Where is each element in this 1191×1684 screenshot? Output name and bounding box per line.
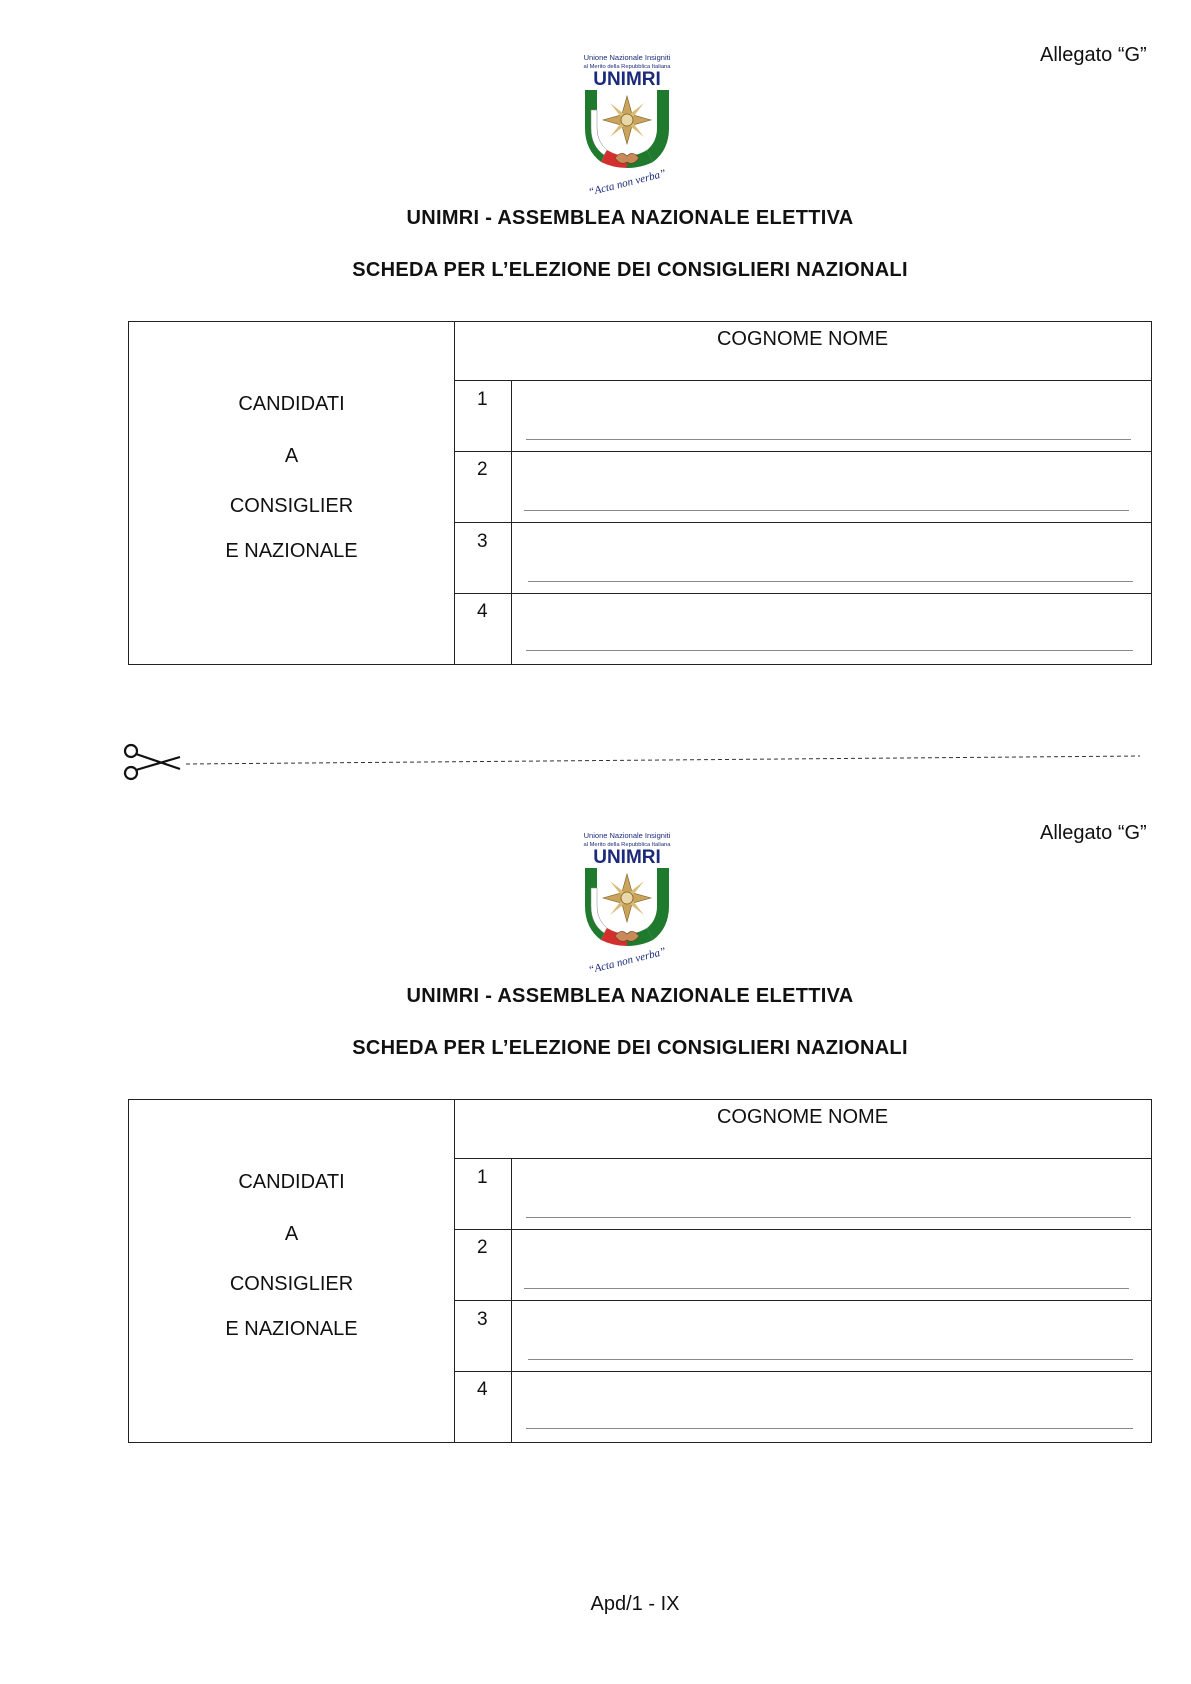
row-number: 4 bbox=[477, 601, 488, 622]
row-number: 3 bbox=[477, 531, 488, 552]
unimri-logo bbox=[577, 828, 677, 978]
candidate-label-line: CANDIDATI bbox=[238, 1171, 345, 1193]
ballot-title: SCHEDA PER L’ELEZIONE DEI CONSIGLIERI NAZIONALI bbox=[352, 1037, 908, 1059]
name-fill-line[interactable] bbox=[526, 650, 1133, 651]
name-fill-line[interactable] bbox=[524, 1288, 1129, 1289]
page-footer: Apd/1 - IX bbox=[590, 1593, 680, 1615]
candidate-label-line: E NAZIONALE bbox=[225, 1318, 358, 1340]
row-number: 1 bbox=[477, 1167, 488, 1188]
candidate-label-line: A bbox=[284, 1223, 299, 1245]
name-fill-line[interactable] bbox=[526, 439, 1131, 440]
candidate-label-line: CANDIDATI bbox=[238, 393, 345, 415]
row-number: 1 bbox=[477, 389, 488, 410]
annex-label: Allegato “G” bbox=[1040, 44, 1147, 66]
assembly-title: UNIMRI - ASSEMBLEA NAZIONALE ELETTIVA bbox=[406, 207, 854, 229]
ballot-title: SCHEDA PER L’ELEZIONE DEI CONSIGLIERI NAZIONALI bbox=[352, 259, 908, 281]
name-fill-line[interactable] bbox=[524, 510, 1129, 511]
svg-text:UNIMRI: UNIMRI bbox=[593, 847, 661, 868]
column-header: COGNOME NOME bbox=[716, 1106, 889, 1128]
name-fill-line[interactable] bbox=[528, 581, 1133, 582]
row-number: 4 bbox=[477, 1379, 488, 1400]
candidates-table bbox=[128, 321, 1152, 665]
name-fill-line[interactable] bbox=[528, 1359, 1133, 1360]
row-number: 3 bbox=[477, 1309, 488, 1330]
unimri-logo bbox=[577, 50, 677, 200]
svg-text:“Acta non verba”: “Acta non verba” bbox=[587, 945, 668, 977]
annex-label: Allegato “G” bbox=[1040, 822, 1147, 844]
candidates-table bbox=[128, 1099, 1152, 1443]
assembly-title: UNIMRI - ASSEMBLEA NAZIONALE ELETTIVA bbox=[406, 985, 854, 1007]
svg-text:al Merito della Repubblica Ita: al Merito della Repubblica Italiana bbox=[583, 842, 671, 848]
svg-text:Unione Nazionale Insigniti: Unione Nazionale Insigniti bbox=[583, 53, 671, 62]
row-number: 2 bbox=[477, 1237, 488, 1258]
svg-text:UNIMRI: UNIMRI bbox=[593, 69, 661, 90]
svg-text:Unione Nazionale Insigniti: Unione Nazionale Insigniti bbox=[583, 831, 671, 840]
name-fill-line[interactable] bbox=[526, 1428, 1133, 1429]
candidate-label-line: E NAZIONALE bbox=[225, 540, 358, 562]
candidate-label-line: CONSIGLIER bbox=[229, 495, 354, 517]
candidate-label-line: A bbox=[284, 445, 299, 467]
svg-text:al Merito della Repubblica Ita: al Merito della Repubblica Italiana bbox=[583, 64, 671, 70]
scissors-icon bbox=[125, 745, 180, 779]
cut-line bbox=[120, 742, 1140, 782]
svg-text:“Acta non verba”: “Acta non verba” bbox=[587, 167, 668, 199]
name-fill-line[interactable] bbox=[526, 1217, 1131, 1218]
candidate-label-line: CONSIGLIER bbox=[229, 1273, 354, 1295]
row-number: 2 bbox=[477, 459, 488, 480]
column-header: COGNOME NOME bbox=[716, 328, 889, 350]
